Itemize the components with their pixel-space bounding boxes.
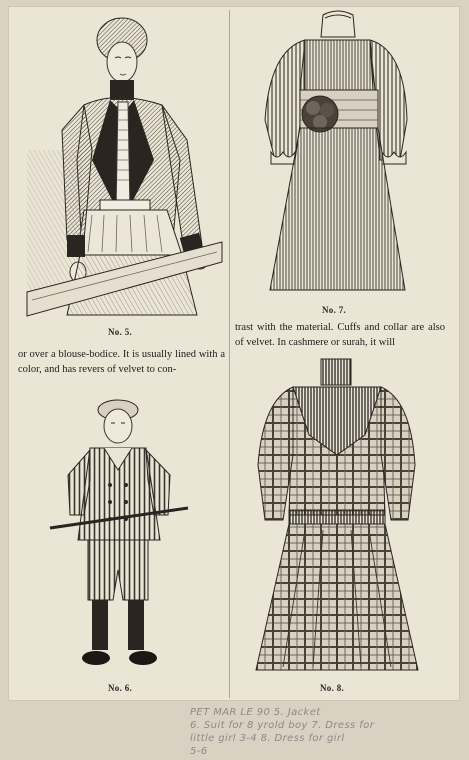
handwritten-line-3: little girl 3-4 8. Dress for girl (190, 733, 345, 744)
handwritten-note (190, 706, 450, 758)
figure-caption-6: No. 6. (108, 683, 133, 693)
boy-suit-illustration-icon (48, 390, 193, 680)
handwritten-line-1: PET MAR LE 90 5. Jacket (190, 707, 321, 718)
figure-caption-5: No. 5. (108, 327, 133, 337)
woman-jacket-illustration-icon (22, 10, 227, 322)
figure-caption-8: No. 8. (320, 683, 345, 693)
column-divider (229, 10, 230, 698)
body-text-right: trast with the material. Cuffs and collar are also of velvet. In cashmere or surah, it will (235, 322, 445, 348)
figure-caption-7: No. 7. (322, 305, 347, 315)
handwritten-line-2: 6. Suit for 8 yrold boy 7. Dress for (190, 720, 375, 731)
girl-dress-illustration-icon (255, 10, 420, 300)
plaid-dress-illustration-icon (253, 355, 423, 680)
handwritten-line-4: 5-6 (190, 746, 208, 757)
body-text-left: or over a blouse-bodice. It is usually lined with a color, and has revers of velvet to con- (18, 349, 225, 375)
